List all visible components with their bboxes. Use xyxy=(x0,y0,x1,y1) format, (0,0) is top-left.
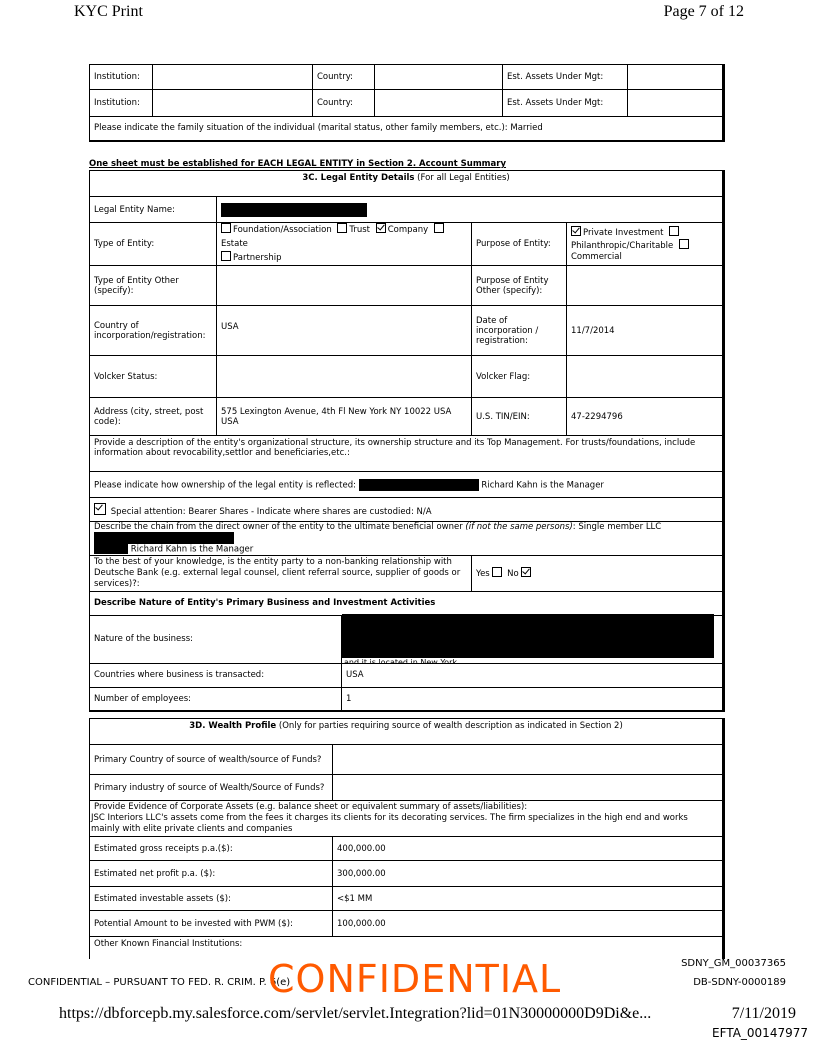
employees-label: Number of employees: xyxy=(90,687,342,711)
footer-url: https://dbforcepb.my.salesforce.com/servlet/servlet.Integration?lid=01N30000000D9Di&e... xyxy=(59,1005,652,1022)
institution-row xyxy=(90,90,724,117)
business-header: Describe Nature of Entity's Primary Business and Investment Activities xyxy=(90,591,724,615)
institution-row xyxy=(90,65,724,90)
redaction xyxy=(359,479,479,491)
investable-label: Estimated investable assets ($): xyxy=(90,887,333,911)
assets-value xyxy=(628,90,724,117)
volcker-flag-label: Volcker Flag: xyxy=(472,356,567,398)
confidential-stamp: CONFIDENTIAL xyxy=(268,957,562,1001)
evidence-prompt: Provide Evidence of Corporate Assets (e.g. balance sheet or equivalent summary of assets/liabilities): xyxy=(94,802,528,812)
bates-number-2: DB-SDNY-0000189 xyxy=(693,977,786,988)
legal-name-label: Legal Entity Name: xyxy=(90,197,217,223)
section-3d-title: 3D. Wealth Profile (Only for parties requiring source of wealth description as indicated in Section 2) xyxy=(90,719,724,745)
confidential-notice: CONFIDENTIAL – PURSUANT TO FED. R. CRIM. P. 6(e) xyxy=(28,977,291,988)
checkbox-yes[interactable] xyxy=(492,567,502,577)
country-value xyxy=(375,90,503,117)
legal-name-value xyxy=(217,197,724,223)
primary-industry-value xyxy=(333,775,724,801)
sheet-note: One sheet must be established for EACH LEGAL ENTITY in Section 2. Account Summary xyxy=(89,159,507,169)
employees-value: 1 xyxy=(342,687,724,711)
primary-country-label: Primary Country of source of wealth/source of Funds? xyxy=(90,745,333,775)
redaction xyxy=(94,532,234,544)
ownership-row xyxy=(90,472,724,498)
purpose-other-value xyxy=(567,266,724,306)
checkbox-foundation[interactable] xyxy=(221,223,231,233)
net-label: Estimated net profit p.a. ($): xyxy=(90,861,333,887)
checkbox-special-attention[interactable] xyxy=(94,503,106,515)
net-value: 300,000.00 xyxy=(333,861,724,887)
efta-number: EFTA_00147977 xyxy=(712,1026,808,1040)
chain-row: Describe the chain from the direct owner of the entity to the ultimate beneficial owner (if not the same persons): Single member LLC Richard Kahn is the Manager xyxy=(90,522,724,556)
description-prompt: Provide a description of the entity's organizational structure, its ownership structure and its Top Management. For trusts/foundations, include information about revocability,settlor and beneficiaries,etc.: xyxy=(90,436,724,472)
bates-number-1: SDNY_GM_00037365 xyxy=(681,958,786,969)
volcker-status-label: Volcker Status: xyxy=(90,356,217,398)
volcker-status-value xyxy=(217,356,472,398)
country-label: Country of incorporation/registration: xyxy=(90,306,217,356)
checkbox-trust[interactable] xyxy=(337,223,347,233)
special-attention-text: Special attention: Bearer Shares - Indicate where shares are custodied: N/A xyxy=(110,506,432,517)
country-label: Country: xyxy=(313,90,375,117)
address-value: 575 Lexington Avenue, 4th Fl New York NY 10022 USA USA xyxy=(217,398,472,436)
non-banking-prompt: To the best of your knowledge, is the entity party to a non-banking relationship with Deutsche Bank (e.g. external legal counsel, client referral source, supplier of goods or services)?: xyxy=(90,555,472,591)
primary-industry-label: Primary industry of source of Wealth/Source of Funds? xyxy=(90,775,333,801)
primary-country-value xyxy=(333,745,724,775)
institution-value xyxy=(153,90,313,117)
checkbox-private-investment[interactable] xyxy=(571,226,581,236)
special-attention-row xyxy=(90,498,724,522)
institution-label: Institution: xyxy=(90,65,153,90)
potential-label: Potential Amount to be invested with PWM ($): xyxy=(90,911,333,937)
redaction xyxy=(221,203,367,217)
wealth-profile-table xyxy=(89,718,725,959)
assets-label: Est. Assets Under Mgt: xyxy=(503,65,628,90)
purpose-other-label: Purpose of Entity Other (specify): xyxy=(472,266,567,306)
nature-fragment: and it is located in New York. xyxy=(344,658,460,664)
institution-value xyxy=(153,65,313,90)
checkbox-company[interactable] xyxy=(376,223,386,233)
type-other-value xyxy=(217,266,472,306)
ownership-prompt: Please indicate how ownership of the legal entity is reflected: xyxy=(94,480,357,490)
purpose-options: Private Investment Philanthropic/Charitable Commercial xyxy=(567,223,724,266)
investable-value: <$1 MM xyxy=(333,887,724,911)
header-title: KYC Print xyxy=(74,3,143,20)
country-value: USA xyxy=(217,306,472,356)
checkbox-no[interactable] xyxy=(521,567,531,577)
nature-label: Nature of the business: xyxy=(90,615,342,663)
tin-value: 47-2294796 xyxy=(567,398,724,436)
countries-value: USA xyxy=(342,663,724,687)
other-institutions-label: Other Known Financial Institutions: xyxy=(90,937,724,959)
type-other-label: Type of Entity Other (specify): xyxy=(90,266,217,306)
checkbox-charitable-placeholder[interactable] xyxy=(669,226,679,236)
family-situation: Please indicate the family situation of the individual (marital status, other family members, etc.): Married xyxy=(90,117,724,141)
footer-date: 7/11/2019 xyxy=(731,1005,796,1022)
address-label: Address (city, street, post code): xyxy=(90,398,217,436)
checkbox-estate[interactable] xyxy=(434,223,444,233)
ownership-value: Richard Kahn is the Manager xyxy=(481,480,604,490)
type-label: Type of Entity: xyxy=(90,223,217,266)
gross-value: 400,000.00 xyxy=(333,837,724,861)
nature-value xyxy=(342,615,724,663)
volcker-flag-value xyxy=(567,356,724,398)
redaction xyxy=(342,614,714,658)
country-value xyxy=(375,65,503,90)
countries-label: Countries where business is transacted: xyxy=(90,663,342,687)
redaction xyxy=(94,544,128,554)
tin-label: U.S. TIN/EIN: xyxy=(472,398,567,436)
evidence-value: JSC Interiors LLC's assets come from the fees it charges its clients for its decorating services. The firm specializes in the high end and works mainly with elite private clients and companies xyxy=(91,813,688,834)
date-value: 11/7/2014 xyxy=(567,306,724,356)
checkbox-partnership[interactable] xyxy=(221,251,231,261)
type-options: Foundation/Association Trust Company Estate Partnership xyxy=(217,223,472,266)
page-number: Page 7 of 12 xyxy=(663,3,744,20)
gross-label: Estimated gross receipts p.a.($): xyxy=(90,837,333,861)
date-label: Date of incorporation / registration: xyxy=(472,306,567,356)
potential-value: 100,000.00 xyxy=(333,911,724,937)
yes-no-options: Yes No xyxy=(472,555,724,591)
assets-label: Est. Assets Under Mgt: xyxy=(503,90,628,117)
institution-label: Institution: xyxy=(90,90,153,117)
institutions-table xyxy=(89,64,725,142)
assets-value xyxy=(628,65,724,90)
evidence-row xyxy=(90,801,724,837)
legal-entity-table xyxy=(89,170,725,712)
country-label: Country: xyxy=(313,65,375,90)
section-3c-title: 3C. Legal Entity Details (For all Legal Entities) xyxy=(90,171,724,197)
checkbox-philanthropic[interactable] xyxy=(679,239,689,249)
purpose-label: Purpose of Entity: xyxy=(472,223,567,266)
